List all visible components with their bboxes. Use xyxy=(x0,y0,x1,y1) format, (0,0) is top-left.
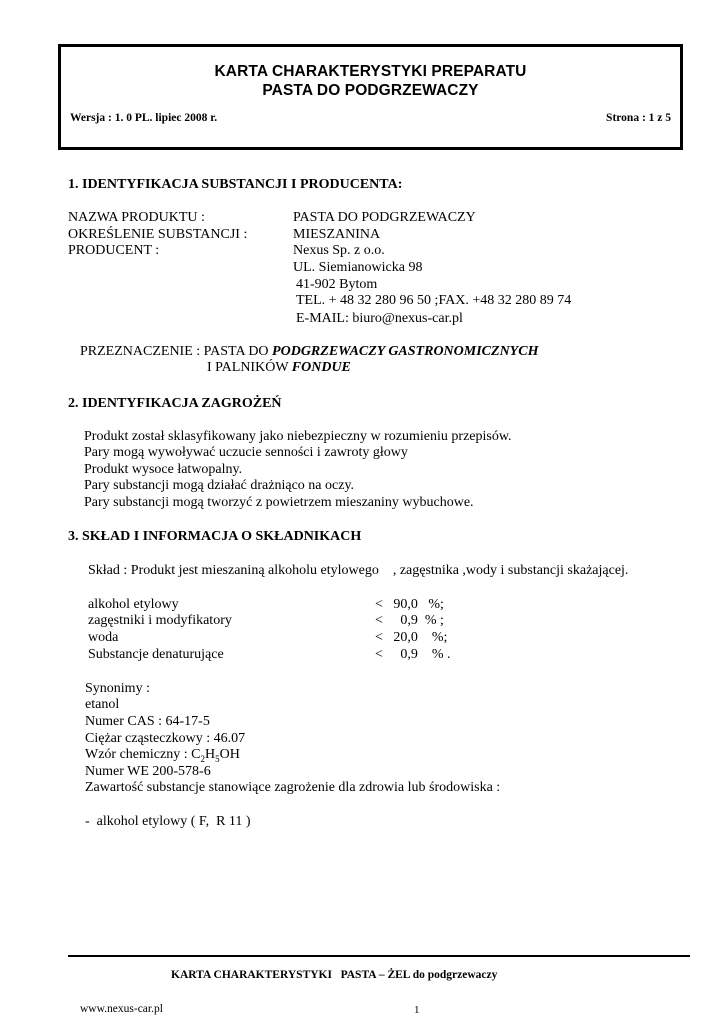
component-value: < 90,0 %; xyxy=(375,597,444,612)
producer-label: PRODUCENT : xyxy=(68,243,160,258)
footer-divider xyxy=(68,955,690,957)
purpose-line2-prefix: I PALNIKÓW xyxy=(207,360,292,375)
footer-website[interactable] xyxy=(80,1003,163,1015)
substance-label: OKREŚLENIE SUBSTANCJI : xyxy=(68,227,248,242)
section2-heading: 2. IDENTYFIKACJA ZAGROŻEŃ xyxy=(68,396,282,411)
formula-prefix: Wzór chemiczny : C xyxy=(85,747,201,762)
hazard-content: Zawartość substancje stanowiące zagrożenie dla zdrowia lub środowiska : xyxy=(85,780,501,795)
section1-heading: 1. IDENTYFIKACJA SUBSTANCJI I PRODUCENTA: xyxy=(68,177,403,192)
purpose-emphasis: PODGRZEWACZY GASTRONOMICZNYCH xyxy=(272,344,539,359)
component-value: < 0,9 % ; xyxy=(375,613,444,628)
cas-number: Numer CAS : 64-17-5 xyxy=(85,714,210,729)
hazard-line: Pary mogą wywoływać uczucie senności i zawroty głowy xyxy=(84,445,408,460)
substance-value: MIESZANINA xyxy=(293,227,381,242)
component-value: < 0,9 % . xyxy=(375,647,451,662)
producer-street: UL. Siemianowicka 98 xyxy=(293,260,423,275)
we-number: Numer WE 200-578-6 xyxy=(85,764,211,779)
hazard-item: - alkohol etylowy ( F, R 11 ) xyxy=(85,814,251,829)
document-title: KARTA CHARAKTERYSTYKI PREPARATU xyxy=(214,63,527,80)
hazard-line: Pary substancji mogą działać drażniąco na oczy. xyxy=(84,478,355,493)
component-value: < 20,0 %; xyxy=(375,630,448,645)
synonym-value: etanol xyxy=(85,697,120,712)
component-name: alkohol etylowy xyxy=(88,597,179,612)
formula-subscript: 5 xyxy=(215,753,220,764)
producer-city: 41-902 Bytom xyxy=(296,277,378,292)
formula-mid: H xyxy=(204,747,216,762)
product-name-value: PASTA DO PODGRZEWACZY xyxy=(293,210,476,225)
purpose-line-2 xyxy=(207,360,351,376)
footer-page-number: 1 xyxy=(414,1004,420,1016)
website-link[interactable]: www.nexus-car.pl xyxy=(80,1003,163,1015)
product-name-label: NAZWA PRODUKTU : xyxy=(68,210,205,225)
footer-title: KARTA CHARAKTERYSTYKI PASTA – ŻEL do podgrzewaczy xyxy=(171,969,498,981)
producer-name: Nexus Sp. z o.o. xyxy=(293,243,385,258)
purpose-line-1 xyxy=(80,344,538,360)
formula-suffix: OH xyxy=(219,747,240,762)
composition-text: Skład : Produkt jest mieszaniną alkoholu etylowego , zagęstnika ,wody i substancji skażającej. xyxy=(88,563,629,578)
hazard-line: Produkt wysoce łatwopalny. xyxy=(84,462,243,477)
product-title: PASTA DO PODGRZEWACZY xyxy=(262,82,479,99)
section3-heading: 3. SKŁAD I INFORMACJA O SKŁADNIKACH xyxy=(68,529,362,544)
chemical-formula xyxy=(85,747,240,763)
synonyms-label: Synonimy : xyxy=(85,681,150,696)
molecular-weight: Ciężar cząsteczkowy : 46.07 xyxy=(85,731,246,746)
hazard-line: Pary substancji mogą tworzyć z powietrzem mieszaniny wybuchowe. xyxy=(84,495,474,510)
version-info: Wersja : 1. 0 PL. lipiec 2008 r. xyxy=(70,112,218,124)
page-info: Strona : 1 z 5 xyxy=(606,112,671,124)
hazard-line: Produkt został sklasyfikowany jako niebezpieczny w rozumieniu przepisów. xyxy=(84,429,512,444)
document-header xyxy=(58,44,683,150)
purpose-line2-emphasis: FONDUE xyxy=(291,360,351,375)
producer-phone: TEL. + 48 32 280 96 50 ;FAX. +48 32 280 89 74 xyxy=(296,293,572,308)
purpose-prefix: PRZEZNACZENIE : PASTA DO xyxy=(80,344,273,359)
component-name: Substancje denaturujące xyxy=(88,647,224,662)
producer-email: E-MAIL: biuro@nexus-car.pl xyxy=(296,311,463,326)
component-name: woda xyxy=(88,630,119,645)
formula-subscript: 2 xyxy=(200,753,205,764)
component-name: zagęstniki i modyfikatory xyxy=(88,613,232,628)
